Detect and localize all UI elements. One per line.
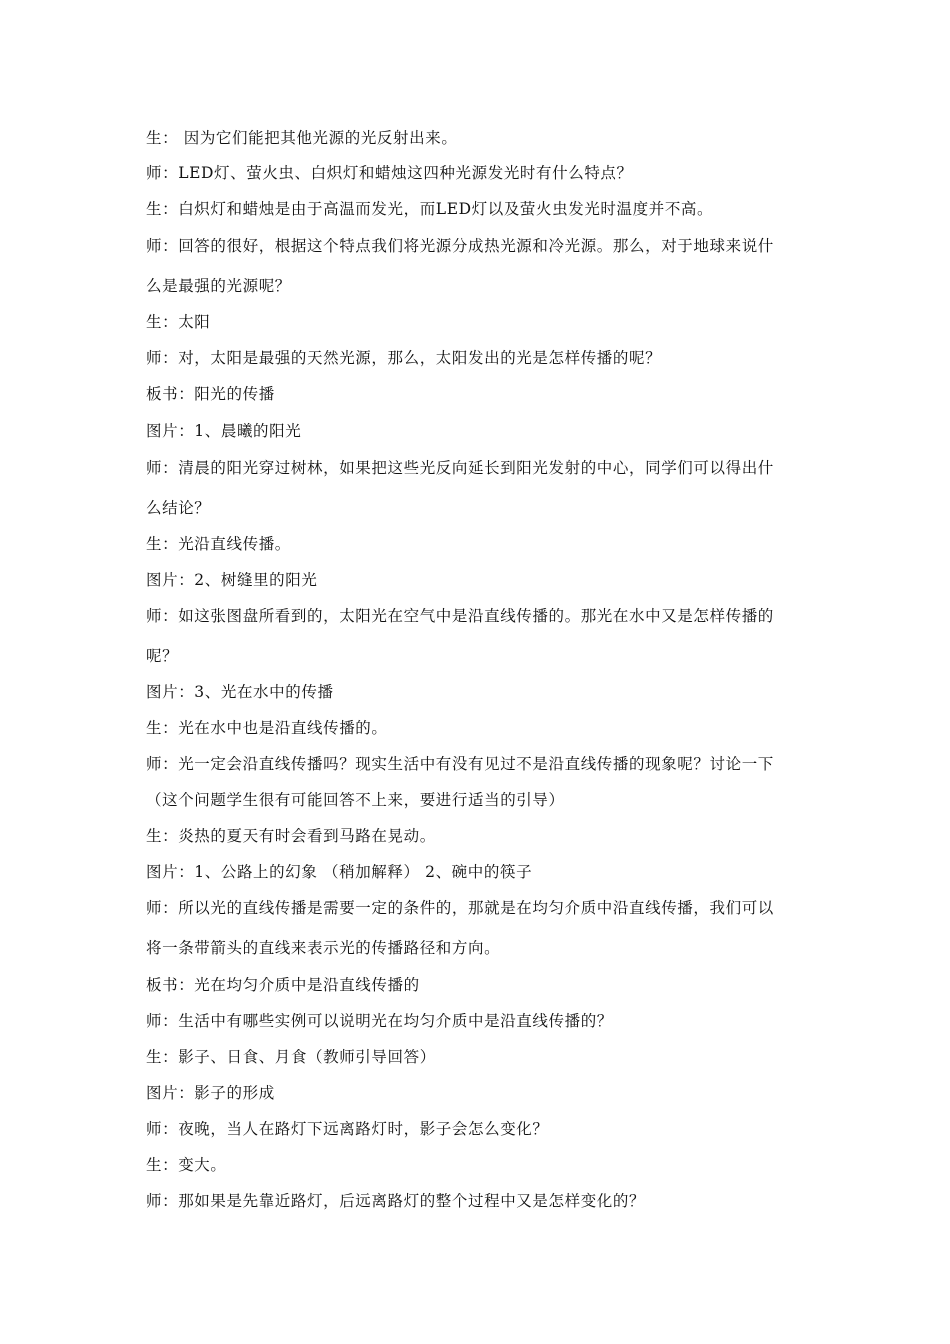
line-3: 生：白炽灯和蜡烛是由于高温而发光，而LED灯以及萤火虫发光时温度并不高。: [146, 200, 714, 218]
line-25: 师：生活中有哪些实例可以说明光在均匀介质中是沿直线传播的？: [146, 1012, 613, 1030]
line-12: 生：光沿直线传播。: [146, 535, 291, 553]
line-28: 师：夜晚，当人在路灯下远离路灯时，影子会怎么变化？: [146, 1120, 549, 1138]
line-22: 师：所以光的直线传播是需要一定的条件的，那就是在均匀介质中沿直线传播，我们可以: [146, 899, 774, 917]
line-10: 师：清晨的阳光穿过树林，如果把这些光反向延长到阳光发射的中心，同学们可以得出什: [146, 459, 774, 477]
line-4: 师：回答的很好，根据这个特点我们将光源分成热光源和冷光源。那么，对于地球来说什: [146, 237, 774, 255]
line-26: 生：影子、日食、月食（教师引导回答）: [146, 1048, 436, 1066]
line-27: 图片：影子的形成: [146, 1084, 275, 1102]
line-11: 么结论？: [146, 499, 211, 517]
line-2: 师：LED灯、萤火虫、白炽灯和蜡烛这四种光源发光时有什么特点？: [146, 164, 633, 182]
line-21: 图片：1、公路上的幻象 （稍加解释） 2、碗中的筷子: [146, 863, 533, 881]
line-17: 生：光在水中也是沿直线传播的。: [146, 719, 388, 737]
line-14: 师：如这张图盘所看到的，太阳光在空气中是沿直线传播的。那光在水中又是怎样传播的: [146, 607, 774, 625]
line-15: 呢？: [146, 647, 179, 665]
line-19: （这个问题学生很有可能回答不上来，要进行适当的引导）: [146, 791, 565, 809]
line-6: 生：太阳: [146, 313, 211, 331]
line-5: 么是最强的光源呢？: [146, 277, 291, 295]
line-13: 图片：2、树缝里的阳光: [146, 571, 318, 589]
line-1: 生： 因为它们能把其他光源的光反射出来。: [146, 129, 458, 147]
line-8: 板书：阳光的传播: [146, 385, 275, 403]
line-24: 板书：光在均匀介质中是沿直线传播的: [146, 976, 420, 994]
line-20: 生：炎热的夏天有时会看到马路在晃动。: [146, 827, 436, 845]
line-7: 师：对，太阳是最强的天然光源，那么，太阳发出的光是怎样传播的呢？: [146, 349, 662, 367]
line-18: 师：光一定会沿直线传播吗？现实生活中有没有见过不是沿直线传播的现象呢？讨论一下: [146, 755, 774, 773]
line-9: 图片：1、晨曦的阳光: [146, 422, 302, 440]
line-23: 将一条带箭头的直线来表示光的传播路径和方向。: [146, 939, 501, 957]
line-16: 图片：3、光在水中的传播: [146, 683, 334, 701]
line-29: 生：变大。: [146, 1156, 227, 1174]
line-30: 师：那如果是先靠近路灯，后远离路灯的整个过程中又是怎样变化的？: [146, 1192, 646, 1210]
